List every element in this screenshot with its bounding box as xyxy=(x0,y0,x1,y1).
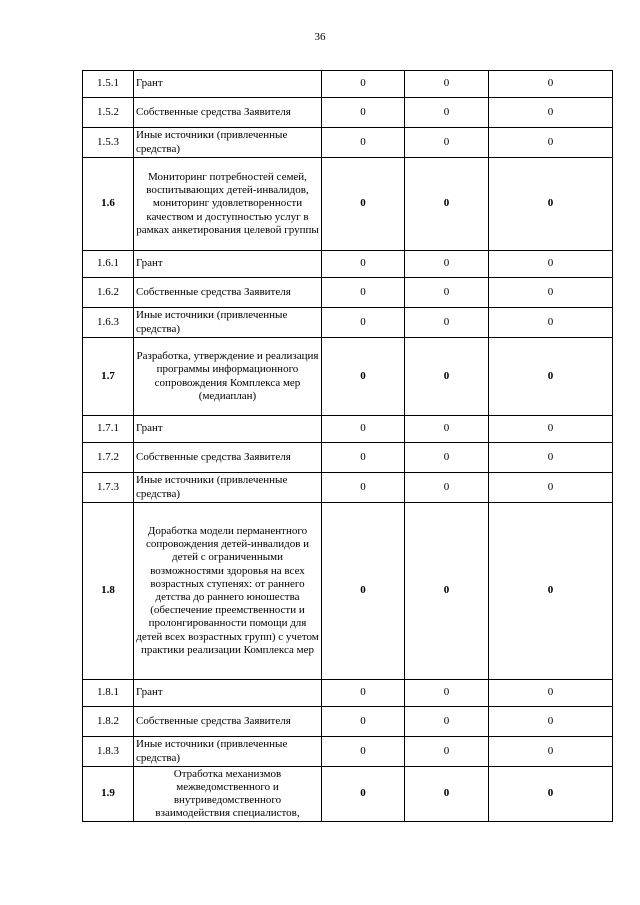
row-name: Собственные средства Заявителя xyxy=(134,278,322,308)
row-name: Собственные средства Заявителя xyxy=(134,98,322,128)
row-value-2: 0 xyxy=(405,737,489,767)
table-row-main xyxy=(83,503,613,680)
table-row xyxy=(83,737,613,767)
row-value-2: 0 xyxy=(405,473,489,503)
row-number: 1.6 xyxy=(83,158,134,251)
row-value-1: 0 xyxy=(322,767,405,822)
row-number: 1.7.3 xyxy=(83,473,134,503)
row-name: Грант xyxy=(134,71,322,98)
row-value-3: 0 xyxy=(489,767,613,822)
row-number: 1.8 xyxy=(83,503,134,680)
row-value-3: 0 xyxy=(489,98,613,128)
row-name: Доработка модели перманентного сопровождения детей-инвалидов и детей с ограниченными возможностями здоровья на всех возрастных ступенях: от раннего детства до раннего юношества (обеспечение преемственности и пролонгированности помощи для детей всех возрастных групп) с учетом практики реализации Комплекса мер xyxy=(134,503,322,680)
table-row xyxy=(83,251,613,278)
row-value-3: 0 xyxy=(489,707,613,737)
row-value-2: 0 xyxy=(405,308,489,338)
row-number: 1.8.2 xyxy=(83,707,134,737)
row-value-1: 0 xyxy=(322,503,405,680)
row-number: 1.8.3 xyxy=(83,737,134,767)
row-number: 1.6.2 xyxy=(83,278,134,308)
table-row-main xyxy=(83,767,613,822)
row-number: 1.7 xyxy=(83,338,134,416)
row-value-1: 0 xyxy=(322,158,405,251)
row-value-2: 0 xyxy=(405,71,489,98)
table-row xyxy=(83,278,613,308)
table-row-main xyxy=(83,158,613,251)
row-name: Иные источники (привлеченные средства) xyxy=(134,473,322,503)
row-value-2: 0 xyxy=(405,338,489,416)
row-value-3: 0 xyxy=(489,278,613,308)
row-value-3: 0 xyxy=(489,158,613,251)
row-value-3: 0 xyxy=(489,71,613,98)
row-value-2: 0 xyxy=(405,443,489,473)
row-value-2: 0 xyxy=(405,98,489,128)
row-value-1: 0 xyxy=(322,737,405,767)
row-value-1: 0 xyxy=(322,707,405,737)
row-name: Отработка механизмов межведомственного и внутриведомственного взаимодействия специалистов, xyxy=(134,767,322,822)
row-value-2: 0 xyxy=(405,707,489,737)
table-row xyxy=(83,443,613,473)
row-value-3: 0 xyxy=(489,308,613,338)
row-name: Грант xyxy=(134,251,322,278)
row-value-1: 0 xyxy=(322,473,405,503)
row-name: Грант xyxy=(134,416,322,443)
row-value-1: 0 xyxy=(322,443,405,473)
row-number: 1.9 xyxy=(83,767,134,822)
table-body xyxy=(83,71,613,822)
table-row xyxy=(83,707,613,737)
row-value-1: 0 xyxy=(322,128,405,158)
row-name: Собственные средства Заявителя xyxy=(134,443,322,473)
row-name: Иные источники (привлеченные средства) xyxy=(134,737,322,767)
row-value-1: 0 xyxy=(322,71,405,98)
row-value-3: 0 xyxy=(489,251,613,278)
row-name: Мониторинг потребностей семей, воспитывающих детей-инвалидов, мониторинг удовлетворенности качеством и доступностью услуг в рамках анкетирования целевой группы xyxy=(134,158,322,251)
row-value-1: 0 xyxy=(322,338,405,416)
row-value-3: 0 xyxy=(489,737,613,767)
row-name: Иные источники (привлеченные средства) xyxy=(134,128,322,158)
row-value-1: 0 xyxy=(322,680,405,707)
table-row xyxy=(83,98,613,128)
row-value-2: 0 xyxy=(405,128,489,158)
table-row-main xyxy=(83,338,613,416)
row-value-1: 0 xyxy=(322,251,405,278)
row-number: 1.5.1 xyxy=(83,71,134,98)
row-value-1: 0 xyxy=(322,308,405,338)
row-name: Собственные средства Заявителя xyxy=(134,707,322,737)
row-value-2: 0 xyxy=(405,278,489,308)
row-value-1: 0 xyxy=(322,98,405,128)
table-row xyxy=(83,473,613,503)
row-name: Разработка, утверждение и реализация программы информационного сопровождения Комплекса мер (медиаплан) xyxy=(134,338,322,416)
row-value-1: 0 xyxy=(322,416,405,443)
row-number: 1.6.3 xyxy=(83,308,134,338)
row-name: Грант xyxy=(134,680,322,707)
row-value-3: 0 xyxy=(489,443,613,473)
table-row xyxy=(83,308,613,338)
table-row xyxy=(83,680,613,707)
row-value-2: 0 xyxy=(405,416,489,443)
table-row xyxy=(83,128,613,158)
row-number: 1.7.2 xyxy=(83,443,134,473)
row-number: 1.6.1 xyxy=(83,251,134,278)
row-value-3: 0 xyxy=(489,473,613,503)
row-value-3: 0 xyxy=(489,338,613,416)
row-value-2: 0 xyxy=(405,503,489,680)
row-value-3: 0 xyxy=(489,680,613,707)
row-value-3: 0 xyxy=(489,128,613,158)
row-number: 1.8.1 xyxy=(83,680,134,707)
row-number: 1.5.3 xyxy=(83,128,134,158)
row-number: 1.5.2 xyxy=(83,98,134,128)
row-value-2: 0 xyxy=(405,680,489,707)
row-value-1: 0 xyxy=(322,278,405,308)
row-value-3: 0 xyxy=(489,416,613,443)
row-name: Иные источники (привлеченные средства) xyxy=(134,308,322,338)
row-number: 1.7.1 xyxy=(83,416,134,443)
budget-table xyxy=(82,70,613,822)
row-value-2: 0 xyxy=(405,767,489,822)
row-value-2: 0 xyxy=(405,158,489,251)
row-value-2: 0 xyxy=(405,251,489,278)
table-row xyxy=(83,71,613,98)
row-value-3: 0 xyxy=(489,503,613,680)
page-number: 36 xyxy=(314,31,326,43)
table-row xyxy=(83,416,613,443)
